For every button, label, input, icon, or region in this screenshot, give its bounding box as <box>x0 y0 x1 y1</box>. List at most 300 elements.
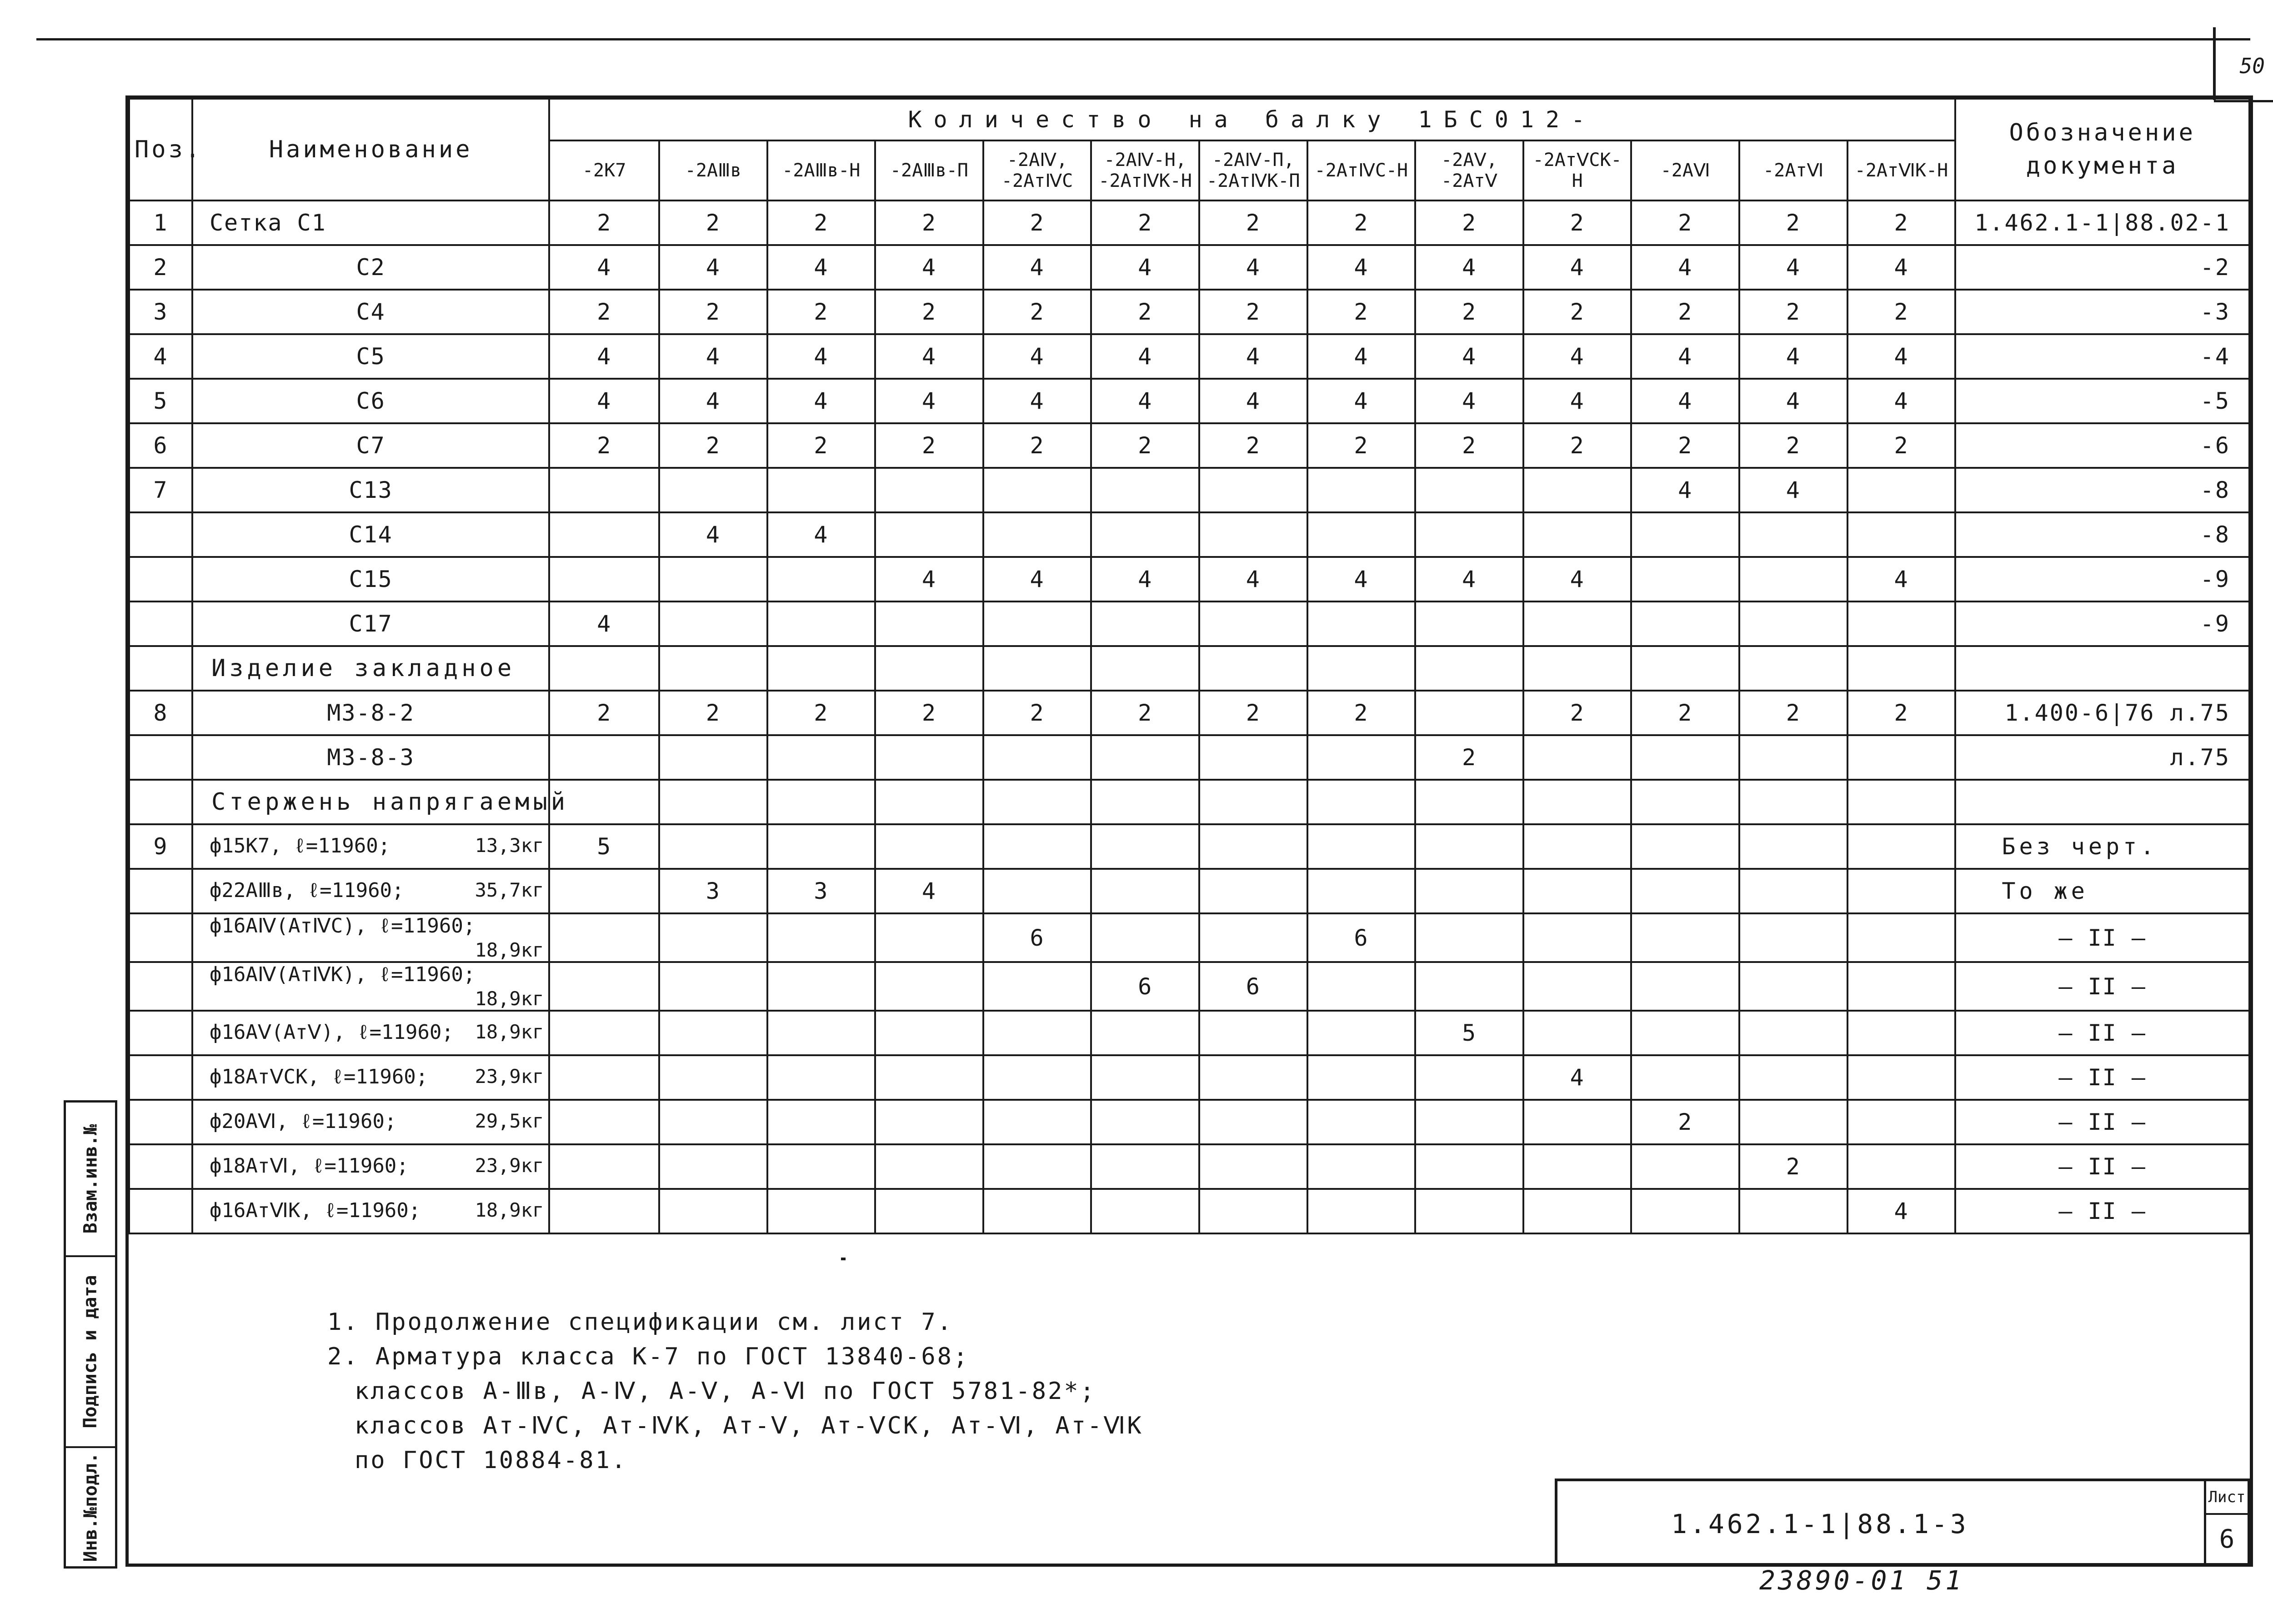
quantity-cell <box>1199 646 1307 691</box>
quantity-cell <box>1415 780 1523 824</box>
quantity-cell <box>875 601 983 646</box>
quantity-cell: 2 <box>1847 423 1956 468</box>
quantity-cell: 4 <box>1091 557 1199 601</box>
quantity-cell: 2 <box>659 200 767 245</box>
quantity-cell <box>767 1189 876 1233</box>
quantity-cell <box>1631 1144 1739 1189</box>
quantity-cell <box>983 824 1091 869</box>
column-header: -2К7 <box>549 140 659 200</box>
quantity-cell: 6 <box>1199 962 1307 1011</box>
row-doc: То же <box>1955 869 2249 913</box>
quantity-cell: 2 <box>1199 691 1307 735</box>
quantity-cell <box>1091 468 1199 512</box>
quantity-cell <box>549 1011 659 1055</box>
quantity-cell <box>1415 913 1523 962</box>
row-doc: -6 <box>1955 423 2249 468</box>
quantity-cell <box>1631 512 1739 557</box>
quantity-cell <box>1631 1055 1739 1100</box>
quantity-cell: 2 <box>549 200 659 245</box>
note-2-line-3: классов Ат-ⅣС, Ат-ⅣК, Ат-Ⅴ, Ат-ⅤСК, Ат-Ⅵ, Ат-ⅥК <box>355 1412 1143 1439</box>
quantity-cell <box>1199 735 1307 780</box>
quantity-cell: 4 <box>1739 334 1847 379</box>
quantity-cell: 4 <box>1091 379 1199 423</box>
quantity-cell <box>767 646 876 691</box>
section-heading: Изделие закладное <box>192 646 549 691</box>
bar-weight: 18,9кг <box>475 1021 544 1043</box>
row-doc: -4 <box>1955 334 2249 379</box>
quantity-cell: 2 <box>767 200 876 245</box>
quantity-cell: 4 <box>767 379 876 423</box>
quantity-cell <box>1415 824 1523 869</box>
quantity-cell: 2 <box>659 423 767 468</box>
quantity-cell <box>1415 1100 1523 1144</box>
row-doc: -3 <box>1955 290 2249 334</box>
quantity-cell: 2 <box>1847 691 1956 735</box>
quantity-cell: 4 <box>875 245 983 290</box>
bar-weight: 18,9кг <box>475 987 544 1010</box>
row-pos: 3 <box>129 290 192 334</box>
quantity-cell: 2 <box>659 691 767 735</box>
quantity-cell: 2 <box>875 200 983 245</box>
column-header: -2АⅢв <box>659 140 767 200</box>
top-rule-line <box>36 38 2250 40</box>
table-row <box>129 334 2249 379</box>
quantity-cell <box>1307 646 1416 691</box>
quantity-cell <box>1523 780 1632 824</box>
row-doc: — II — <box>1955 962 2249 1011</box>
row-name <box>192 824 549 869</box>
quantity-cell <box>1523 1100 1632 1144</box>
quantity-cell: 2 <box>1307 290 1416 334</box>
page-mark: 50 <box>2239 54 2265 78</box>
row-pos: 4 <box>129 334 192 379</box>
row-name <box>192 1011 549 1055</box>
row-pos <box>129 780 192 824</box>
quantity-cell <box>1307 1144 1416 1189</box>
quantity-cell <box>659 601 767 646</box>
quantity-cell <box>659 1100 767 1144</box>
quantity-cell: 2 <box>1415 290 1523 334</box>
quantity-cell <box>983 962 1091 1011</box>
quantity-cell: 2 <box>1199 290 1307 334</box>
quantity-cell <box>767 1144 876 1189</box>
quantity-cell <box>1631 1011 1739 1055</box>
quantity-cell <box>1739 512 1847 557</box>
table-row <box>129 1055 2249 1100</box>
quantity-cell: 2 <box>1631 1100 1739 1144</box>
quantity-cell <box>1091 1011 1199 1055</box>
table-row <box>129 962 2249 1011</box>
bar-weight: 23,9кг <box>475 1065 544 1088</box>
row-name: С17 <box>192 601 549 646</box>
quantity-cell <box>1307 601 1416 646</box>
quantity-cell: 4 <box>1523 379 1632 423</box>
quantity-cell <box>875 913 983 962</box>
quantity-cell: 4 <box>549 379 659 423</box>
row-doc <box>1955 780 2249 824</box>
quantity-cell <box>549 869 659 913</box>
quantity-cell: 2 <box>1739 1144 1847 1189</box>
quantity-cell <box>1847 468 1956 512</box>
quantity-cell <box>1847 1055 1956 1100</box>
section-heading: Стержень напрягаемый <box>192 780 549 824</box>
bar-description: ф16АⅣ(АтⅣК), ℓ=11960; <box>209 963 476 986</box>
quantity-cell <box>1847 735 1956 780</box>
bar-description: ф18АтⅤСК, ℓ=11960; <box>209 1065 428 1088</box>
quantity-cell <box>1091 780 1199 824</box>
quantity-cell: 4 <box>1847 245 1956 290</box>
quantity-cell: 3 <box>659 869 767 913</box>
quantity-cell <box>1199 1189 1307 1233</box>
quantity-cell <box>549 1144 659 1189</box>
row-name <box>192 869 549 913</box>
quantity-cell: 4 <box>549 334 659 379</box>
notes-block <box>327 1305 1143 1478</box>
quantity-cell: 2 <box>659 290 767 334</box>
quantity-cell: 3 <box>767 869 876 913</box>
quantity-cell: 2 <box>1631 691 1739 735</box>
table-row <box>129 1189 2249 1233</box>
quantity-cell <box>1307 780 1416 824</box>
quantity-cell <box>549 1055 659 1100</box>
sheet-label: Лист <box>2206 1481 2248 1515</box>
note-2-line-2: классов А-Ⅲв, А-Ⅳ, А-Ⅴ, А-Ⅵ по ГОСТ 5781-82*; <box>355 1378 1096 1405</box>
quantity-cell <box>767 735 876 780</box>
column-header: -2АтⅥК-Н <box>1847 140 1956 200</box>
quantity-cell <box>1739 735 1847 780</box>
quantity-cell <box>767 557 876 601</box>
bar-description: ф18АтⅥ, ℓ=11960; <box>209 1154 409 1178</box>
quantity-cell <box>1631 780 1739 824</box>
quantity-cell <box>549 913 659 962</box>
table-row <box>129 423 2249 468</box>
quantity-cell <box>1523 735 1632 780</box>
column-header: -2АⅣ-П, -2АтⅣК-П <box>1199 140 1307 200</box>
column-header: -2АтⅥ <box>1739 140 1847 200</box>
row-doc: -2 <box>1955 245 2249 290</box>
quantity-cell <box>1307 1100 1416 1144</box>
quantity-cell: 4 <box>1523 334 1632 379</box>
quantity-cell <box>659 1144 767 1189</box>
quantity-cell <box>983 1144 1091 1189</box>
quantity-cell <box>659 468 767 512</box>
bar-description: ф16АⅣ(АтⅣС), ℓ=11960; <box>209 914 476 937</box>
quantity-cell: 2 <box>1415 735 1523 780</box>
quantity-cell: 4 <box>1307 245 1416 290</box>
quantity-cell: 4 <box>767 245 876 290</box>
header-pos: Поз. <box>129 99 192 200</box>
quantity-cell <box>875 1144 983 1189</box>
quantity-cell <box>875 468 983 512</box>
quantity-cell <box>1091 1055 1199 1100</box>
quantity-cell <box>767 468 876 512</box>
quantity-cell <box>1739 869 1847 913</box>
bar-description: ф15К7, ℓ=11960; <box>209 834 391 857</box>
quantity-cell <box>1631 913 1739 962</box>
quantity-cell <box>1847 646 1956 691</box>
quantity-cell: 2 <box>983 290 1091 334</box>
quantity-cell <box>1739 1189 1847 1233</box>
quantity-cell <box>983 780 1091 824</box>
quantity-cell: 6 <box>1307 913 1416 962</box>
quantity-cell: 2 <box>983 423 1091 468</box>
table-row <box>129 601 2249 646</box>
quantity-cell <box>767 913 876 962</box>
quantity-cell <box>767 962 876 1011</box>
quantity-cell: 4 <box>1091 245 1199 290</box>
quantity-cell <box>549 735 659 780</box>
quantity-cell <box>1199 468 1307 512</box>
quantity-cell <box>1631 557 1739 601</box>
quantity-cell: 4 <box>1847 1189 1956 1233</box>
quantity-cell: 2 <box>1631 423 1739 468</box>
quantity-cell <box>1415 1189 1523 1233</box>
row-pos <box>129 1100 192 1144</box>
quantity-cell <box>1847 1144 1956 1189</box>
quantity-cell: 4 <box>1739 379 1847 423</box>
quantity-cell: 2 <box>1523 423 1632 468</box>
quantity-cell: 4 <box>1847 334 1956 379</box>
row-pos <box>129 1011 192 1055</box>
quantity-cell <box>1523 512 1632 557</box>
quantity-cell: 4 <box>1631 379 1739 423</box>
quantity-cell <box>659 1011 767 1055</box>
quantity-cell: 2 <box>767 691 876 735</box>
quantity-cell: 4 <box>767 334 876 379</box>
quantity-cell: 4 <box>983 245 1091 290</box>
quantity-cell <box>1847 869 1956 913</box>
table-row <box>129 824 2249 869</box>
quantity-cell: 4 <box>1739 468 1847 512</box>
note-2-line-4: по ГОСТ 10884-81. <box>355 1447 628 1474</box>
row-name: МЗ-8-3 <box>192 735 549 780</box>
quantity-cell <box>1415 962 1523 1011</box>
table-row <box>129 735 2249 780</box>
quantity-cell <box>1307 468 1416 512</box>
table-row <box>129 290 2249 334</box>
quantity-cell <box>875 962 983 1011</box>
quantity-cell: 4 <box>1415 334 1523 379</box>
table-row <box>129 245 2249 290</box>
side-stamp <box>64 1100 117 1569</box>
quantity-cell: 2 <box>1631 290 1739 334</box>
row-pos: 7 <box>129 468 192 512</box>
quantity-cell <box>875 780 983 824</box>
quantity-cell <box>659 962 767 1011</box>
header-row-1 <box>129 99 2249 140</box>
bar-weight: 18,9кг <box>475 939 544 961</box>
row-pos <box>129 1144 192 1189</box>
footer-inventory-number: 23890-01 51 <box>1759 1565 1964 1596</box>
row-name: Сетка С1 <box>192 200 549 245</box>
row-doc: — II — <box>1955 913 2249 962</box>
row-name: С6 <box>192 379 549 423</box>
quantity-cell <box>1415 646 1523 691</box>
title-block <box>1555 1479 2250 1566</box>
row-doc: — II — <box>1955 1055 2249 1100</box>
quantity-cell: 4 <box>875 557 983 601</box>
quantity-cell: 4 <box>1631 468 1739 512</box>
row-doc: — II — <box>1955 1011 2249 1055</box>
quantity-cell <box>875 1100 983 1144</box>
quantity-cell <box>1847 962 1956 1011</box>
quantity-cell: 2 <box>1847 200 1956 245</box>
quantity-cell <box>983 1011 1091 1055</box>
quantity-cell: 2 <box>1739 290 1847 334</box>
quantity-cell <box>1739 962 1847 1011</box>
quantity-cell: 4 <box>875 334 983 379</box>
quantity-cell: 4 <box>1307 379 1416 423</box>
bar-weight: 29,5кг <box>475 1110 544 1132</box>
table-row <box>129 913 2249 962</box>
quantity-cell <box>1199 1011 1307 1055</box>
row-pos <box>129 512 192 557</box>
quantity-cell <box>767 1011 876 1055</box>
quantity-cell <box>1739 1055 1847 1100</box>
quantity-cell <box>1199 1055 1307 1100</box>
quantity-cell: 4 <box>1631 334 1739 379</box>
row-name <box>192 1055 549 1100</box>
quantity-cell <box>1523 601 1632 646</box>
column-header: -2АⅣ, -2АтⅣС <box>983 140 1091 200</box>
quantity-cell <box>1415 1055 1523 1100</box>
quantity-cell <box>1091 1100 1199 1144</box>
quantity-cell <box>875 735 983 780</box>
quantity-cell <box>983 1055 1091 1100</box>
row-name <box>192 1144 549 1189</box>
quantity-cell <box>1739 824 1847 869</box>
quantity-cell <box>1091 735 1199 780</box>
quantity-cell: 2 <box>549 290 659 334</box>
quantity-cell <box>1847 1011 1956 1055</box>
quantity-cell: 2 <box>1091 691 1199 735</box>
quantity-cell: 2 <box>1739 200 1847 245</box>
quantity-cell <box>767 780 876 824</box>
row-name <box>192 1100 549 1144</box>
quantity-cell <box>1523 1189 1632 1233</box>
note-2: 2. Арматура класса К-7 по ГОСТ 13840-68; <box>327 1343 970 1370</box>
quantity-cell <box>1307 1011 1416 1055</box>
quantity-cell: 2 <box>1091 423 1199 468</box>
table-row <box>129 200 2249 245</box>
quantity-cell <box>549 468 659 512</box>
table-row <box>129 1011 2249 1055</box>
quantity-cell: 4 <box>1739 245 1847 290</box>
quantity-cell: 2 <box>549 423 659 468</box>
quantity-cell: 2 <box>1307 200 1416 245</box>
table-row <box>129 646 2249 691</box>
quantity-cell: 2 <box>1523 200 1632 245</box>
row-name: С5 <box>192 334 549 379</box>
quantity-cell <box>983 601 1091 646</box>
quantity-cell: 4 <box>1631 245 1739 290</box>
quantity-cell: 2 <box>767 423 876 468</box>
quantity-cell <box>1631 824 1739 869</box>
quantity-cell <box>767 601 876 646</box>
quantity-cell <box>983 1189 1091 1233</box>
quantity-cell: 2 <box>1523 691 1632 735</box>
row-doc: — II — <box>1955 1144 2249 1189</box>
quantity-cell <box>1523 962 1632 1011</box>
row-doc: -8 <box>1955 512 2249 557</box>
quantity-cell <box>1739 557 1847 601</box>
quantity-cell <box>1199 913 1307 962</box>
quantity-cell <box>875 1055 983 1100</box>
column-header: -2АⅣ-Н, -2АтⅣК-Н <box>1091 140 1199 200</box>
quantity-cell: 4 <box>549 245 659 290</box>
quantity-cell <box>1415 601 1523 646</box>
quantity-cell <box>1847 1100 1956 1144</box>
quantity-cell <box>1091 646 1199 691</box>
frame-right-tick <box>2213 27 2216 100</box>
quantity-cell: 6 <box>1091 962 1199 1011</box>
quantity-cell <box>1199 512 1307 557</box>
quantity-cell <box>1631 601 1739 646</box>
quantity-cell <box>1523 913 1632 962</box>
header-name: Наименование <box>192 99 549 200</box>
bar-weight: 23,9кг <box>475 1154 544 1177</box>
quantity-cell <box>1739 1011 1847 1055</box>
quantity-cell <box>983 512 1091 557</box>
quantity-cell <box>1847 601 1956 646</box>
quantity-cell <box>875 824 983 869</box>
quantity-cell <box>1631 962 1739 1011</box>
quantity-cell: 4 <box>1091 334 1199 379</box>
quantity-cell <box>1739 1100 1847 1144</box>
row-name: С13 <box>192 468 549 512</box>
quantity-cell <box>1307 512 1416 557</box>
quantity-cell: 2 <box>875 423 983 468</box>
quantity-cell <box>659 557 767 601</box>
quantity-cell <box>1091 512 1199 557</box>
quantity-cell <box>1847 913 1956 962</box>
table-row <box>129 379 2249 423</box>
quantity-cell <box>1523 869 1632 913</box>
header-quantity: Количество на балку 1БС012- <box>549 99 1955 140</box>
quantity-cell: 4 <box>983 334 1091 379</box>
column-header: -2АⅢв-П <box>875 140 983 200</box>
quantity-cell: 2 <box>1739 691 1847 735</box>
row-pos <box>129 1189 192 1233</box>
quantity-cell <box>1631 735 1739 780</box>
quantity-cell: 4 <box>1307 334 1416 379</box>
quantity-cell <box>1307 962 1416 1011</box>
quantity-cell: 4 <box>1199 557 1307 601</box>
quantity-cell: 4 <box>659 379 767 423</box>
quantity-cell <box>549 557 659 601</box>
quantity-cell <box>1631 869 1739 913</box>
quantity-cell <box>875 512 983 557</box>
quantity-cell <box>875 1011 983 1055</box>
quantity-cell <box>1199 601 1307 646</box>
quantity-cell: 2 <box>1199 423 1307 468</box>
quantity-cell: 4 <box>1415 557 1523 601</box>
quantity-cell <box>767 1100 876 1144</box>
quantity-cell: 2 <box>1523 290 1632 334</box>
bar-weight: 35,7кг <box>475 879 544 901</box>
bar-weight: 18,9кг <box>475 1199 544 1221</box>
quantity-cell <box>1199 869 1307 913</box>
column-header: -2АтⅤСК-Н <box>1523 140 1632 200</box>
quantity-cell: 4 <box>1523 245 1632 290</box>
quantity-cell <box>1631 1189 1739 1233</box>
quantity-cell <box>1091 869 1199 913</box>
column-header: -2АⅤ, -2АтⅤ <box>1415 140 1523 200</box>
quantity-cell: 4 <box>1307 557 1416 601</box>
quantity-cell <box>1307 869 1416 913</box>
quantity-cell <box>659 1055 767 1100</box>
quantity-cell: 5 <box>549 824 659 869</box>
